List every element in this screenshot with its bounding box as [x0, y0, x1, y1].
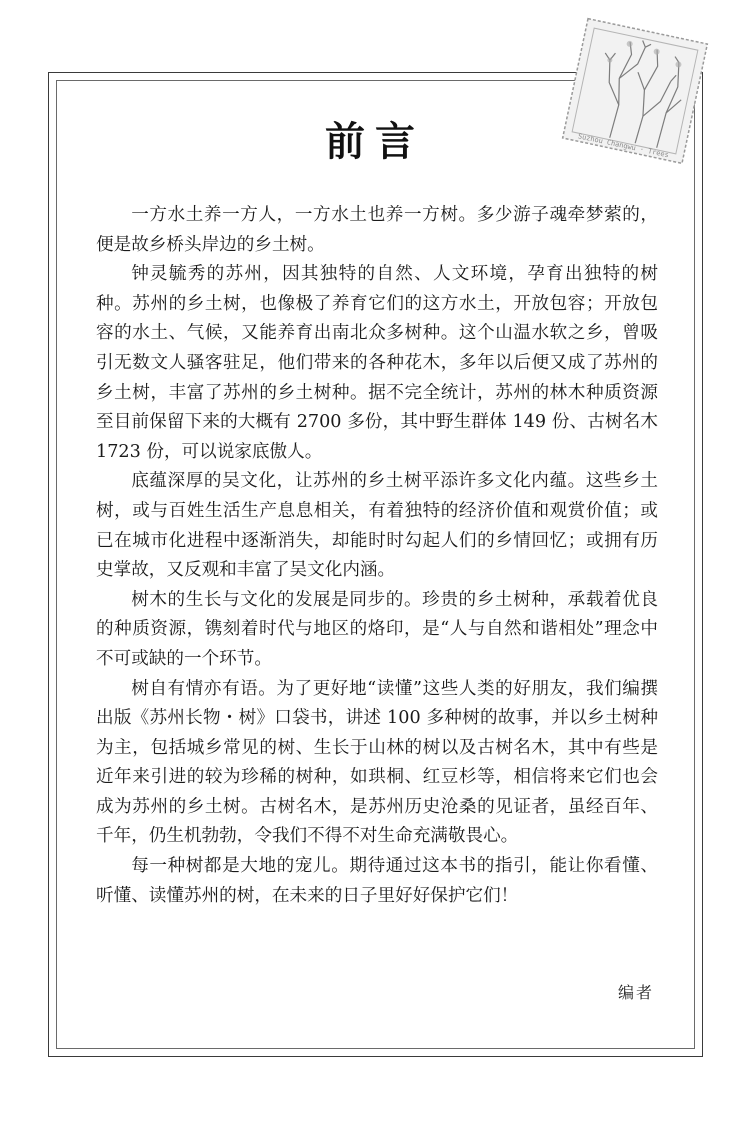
signature: 编者 — [617, 983, 654, 1002]
preface-body — [96, 201, 658, 911]
paragraph-2: 钟灵毓秀的苏州，因其独特的自然、人文环境，孕育出独特的树种。苏州的乡土树，也像极了养育它们的这方水土，开放包容；开放包容的水土、气候，又能养育出南北众多树种。这个山温水软之乡，曾吸引无数文人骚客驻足，他们带来的各种花木，多年以后便又成了苏州的乡土树，丰富了苏州的乡土树种。据不完全统计，苏州的林木种质资源至目前保留下来的大概有 2700 多份，其中野生群体 149 份、古树名木 1723 份，可以说家底傲人。 — [96, 264, 658, 462]
paragraph-6: 每一种树都是大地的宠儿。期待通过这本书的指引，能让你看懂、听懂、读懂苏州的树，在未来的日子里好好保护它们！ — [96, 856, 658, 906]
paragraph-1: 一方水土养一方人，一方水土也养一方树。多少游子魂牵梦萦的，便是故乡桥头岸边的乡土树。 — [96, 205, 658, 255]
paragraph-3: 底蕴深厚的吴文化，让苏州的乡土树平添许多文化内蕴。这些乡土树，或与百姓生活生产息息相关，有着独特的经济价值和观赏价值；或已在城市化进程中逐渐消失，却能时时勾起人们的乡情回忆；或拥有历史掌故，又反观和丰富了吴文化内涵。 — [96, 471, 658, 581]
page-title: 前言 — [325, 119, 425, 165]
paragraph-5: 树自有情亦有语。为了更好地“读懂”这些人类的好朋友，我们编撰出版《苏州长物・树》口袋书，讲述 100 多种树的故事，并以乡土树种为主，包括城乡常见的树、生长于山林的树以及古树名木，其中有些是近年来引进的较为珍稀的树种，如珙桐、红豆杉等，相信将来它们也会成为苏州的乡土树。古树名木，是苏州历史沧桑的见证者，虽经百年、千年，仍生机勃勃，令我们不得不对生命充满敬畏心。 — [96, 678, 658, 847]
stamp-text: Suzhou Changwu · Trees — [577, 132, 670, 160]
paragraph-4: 树木的生长与文化的发展是同步的。珍贵的乡土树种，承载着优良的种质资源，镌刻着时代与地区的烙印，是“人与自然和谐相处”理念中不可或缺的一个环节。 — [96, 589, 658, 669]
